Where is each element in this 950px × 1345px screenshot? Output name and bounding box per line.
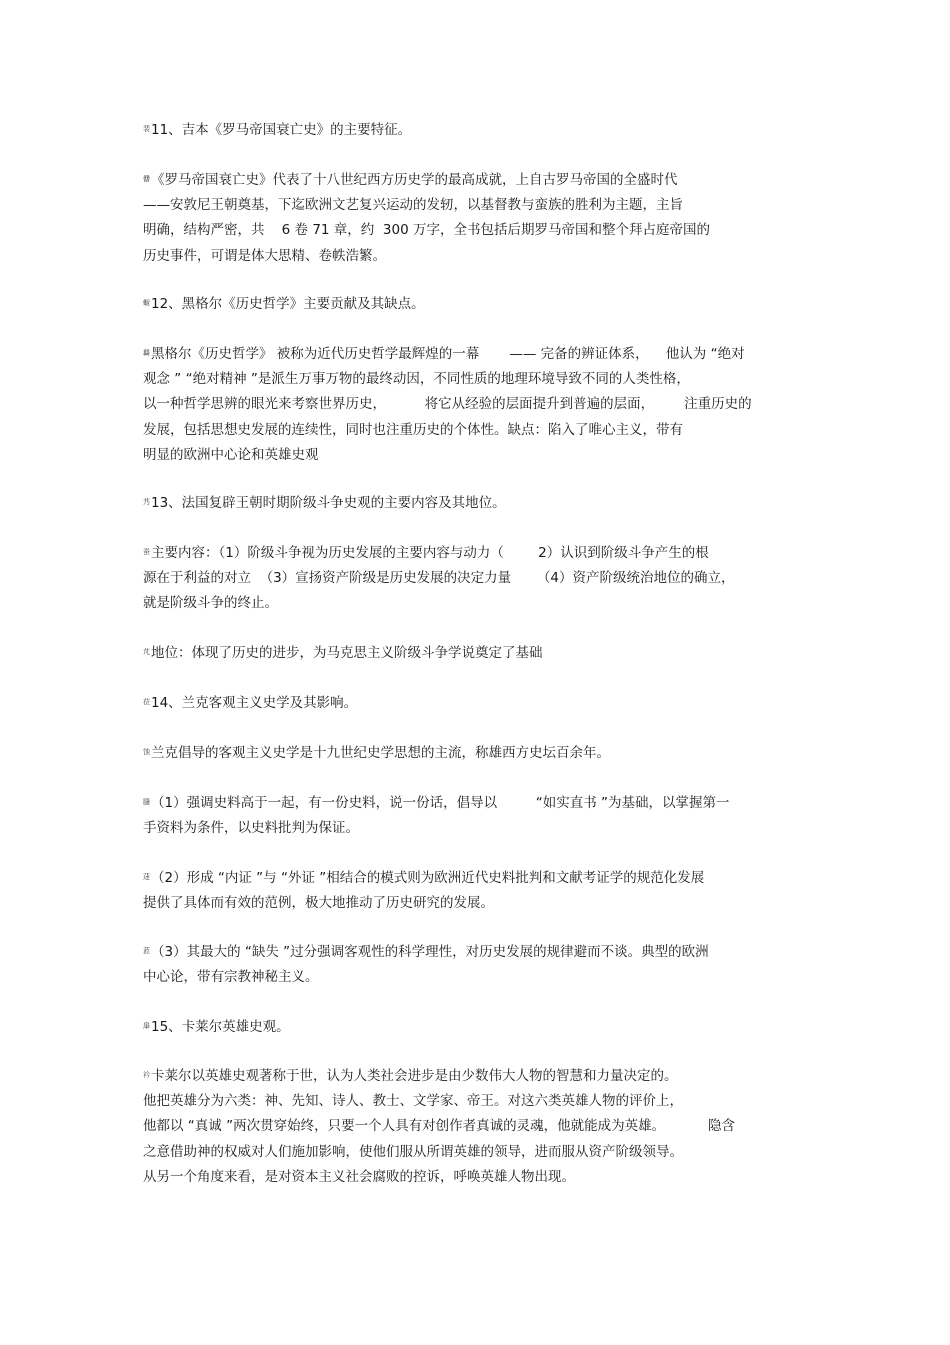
paragraph-line: 衿卡莱尔以英雄史观著称于世，认为人类社会进步是由少数伟大人物的智慧和力量决定的。 bbox=[143, 1067, 678, 1084]
question-11 bbox=[143, 117, 823, 143]
paragraph-line: 就是阶级斗争的终止。 bbox=[143, 595, 278, 611]
glyph-marker: 蒁 bbox=[143, 873, 150, 881]
paragraph-line: 明显的欧洲中心论和英雄史观 bbox=[143, 447, 319, 463]
answer-14-intro bbox=[143, 740, 823, 766]
paragraph-line: 膸（1）强调史料高于一起，有一份史料，说一份话，倡导以 “如实直书 ”为基础，以掌握第一 bbox=[143, 794, 730, 811]
answer-14-point-3 bbox=[143, 939, 823, 990]
paragraph-line: 源在于利益的对立 （3）宣扬资产阶级是历史发展的决定力量 （4）资产阶级统治地位的确立， bbox=[143, 569, 735, 586]
paragraph-line: 观念 ” “绝对精神 ”是派生万事万物的最终动因，不同性质的地理环境导致不同的人类性格， bbox=[143, 370, 690, 387]
glyph-marker: 膸 bbox=[143, 798, 150, 806]
question-heading: 蟵12、黑格尔《历史哲学》主要贡献及其缺点。 bbox=[143, 295, 425, 312]
answer-14-point-2 bbox=[143, 865, 823, 916]
question-heading: 莅14、兰克客观主义史学及其影响。 bbox=[143, 694, 358, 711]
glyph-marker: 蚀 bbox=[143, 748, 150, 756]
answer-14-point-1 bbox=[143, 790, 823, 841]
glyph-marker: 蟵 bbox=[143, 299, 150, 307]
question-12 bbox=[143, 291, 823, 317]
answer-13-content bbox=[143, 540, 823, 617]
paragraph-line: 明确，结构严密，共 6 卷 71 章，约 300 万字，全书包括后期罗马帝国和整个拜占庭帝国的 bbox=[143, 222, 710, 238]
paragraph-line: 蒁（2）形成 “内证 ”与 “外证 ”相结合的模式则为欧洲近代史料批判和文献考证学的规范化发展 bbox=[143, 869, 705, 886]
answer-15 bbox=[143, 1063, 823, 1191]
paragraph-line: 之意借助神的权威对人们施加影响，使他们服从所谓英雄的领导，进而服从资产阶级领导。 bbox=[143, 1143, 683, 1160]
question-heading: 艿13、法国复辟王朝时期阶级斗争史观的主要内容及其地位。 bbox=[143, 494, 506, 511]
paragraph-line: 他都以 “真诚 ”两次贯穿始终，只要一个人具有对创作者真诚的灵魂，他就能成为英雄。 隐含 bbox=[143, 1118, 735, 1134]
glyph-marker: 芃 bbox=[143, 648, 150, 656]
question-heading: 裴11、吉本《罗马帝国衰亡史》的主要特征。 bbox=[143, 121, 412, 138]
paragraph-line: 蚀兰克倡导的客观主义史学是十九世纪史学思想的主流，称雄西方史坛百余年。 bbox=[143, 744, 610, 761]
paragraph-line: 他把英雄分为六类：神、先知、诗人、教士、文学家、帝王。对这六类英雄人物的评价上， bbox=[143, 1092, 683, 1109]
glyph-marker: 艿 bbox=[143, 498, 150, 506]
paragraph-line: 羇黑格尔《历史哲学》 被称为近代历史哲学最辉煌的一幕 —— 完备的辨证体系， 他认为 “绝对 bbox=[143, 345, 745, 362]
paragraph-line: 从另一个角度来看，是对资本主义社会腐败的控诉，呼唤英雄人物出现。 bbox=[143, 1169, 575, 1185]
paragraph-line: 羀《罗马帝国衰亡史》代表了十八世纪西方历史学的最高成就，上自古罗马帝国的全盛时代 bbox=[143, 171, 678, 188]
paragraph-line: 芃地位：体现了历史的进步，为马克思主义阶级斗争学说奠定了基础 bbox=[143, 644, 543, 661]
paragraph-line: 发展，包括思想史发展的连续性，同时也注重历史的个体性。缺点：陷入了唯心主义，带有 bbox=[143, 421, 683, 438]
answer-11 bbox=[143, 167, 823, 269]
paragraph-line: ——安敦尼王朝奠基，下迄欧洲文艺复兴运动的发轫，以基督教与蛮族的胜利为主题，主旨 bbox=[143, 196, 683, 213]
paragraph-line: 以一种哲学思辨的眼光来考察世界历史， 将它从经验的层面提升到普遍的层面， 注重历史的 bbox=[143, 396, 752, 412]
glyph-marker: 肁 bbox=[143, 1022, 150, 1030]
glyph-marker: 裴 bbox=[143, 125, 150, 133]
answer-13-status bbox=[143, 640, 823, 666]
glyph-marker: 衿 bbox=[143, 1071, 150, 1079]
paragraph-line: 中心论，带有宗教神秘主义。 bbox=[143, 968, 319, 985]
question-heading: 肁15、卡莱尔英雄史观。 bbox=[143, 1018, 290, 1035]
paragraph-line: 蚕主要内容：（1）阶级斗争视为历史发展的主要内容与动力（ 2）认识到阶级斗争产生的根 bbox=[143, 544, 709, 561]
paragraph-line: 历史事件，可谓是体大思精、卷帙浩繁。 bbox=[143, 247, 386, 264]
paragraph-line: 蒞（3）其最大的 “缺失 ”过分强调客观性的科学理性，对历史发展的规律避而不谈。典型的欧洲 bbox=[143, 943, 709, 960]
glyph-marker: 羀 bbox=[143, 175, 150, 183]
glyph-marker: 羇 bbox=[143, 349, 150, 357]
glyph-marker: 蚕 bbox=[143, 548, 150, 556]
answer-12 bbox=[143, 341, 823, 469]
question-13 bbox=[143, 490, 823, 516]
question-15 bbox=[143, 1014, 823, 1040]
glyph-marker: 蒞 bbox=[143, 947, 150, 955]
paragraph-line: 手资料为条件，以史料批判为保证。 bbox=[143, 819, 359, 836]
paragraph-line: 提供了具体而有效的范例，极大地推动了历史研究的发展。 bbox=[143, 894, 494, 911]
glyph-marker: 莅 bbox=[143, 698, 150, 706]
question-14 bbox=[143, 690, 823, 716]
